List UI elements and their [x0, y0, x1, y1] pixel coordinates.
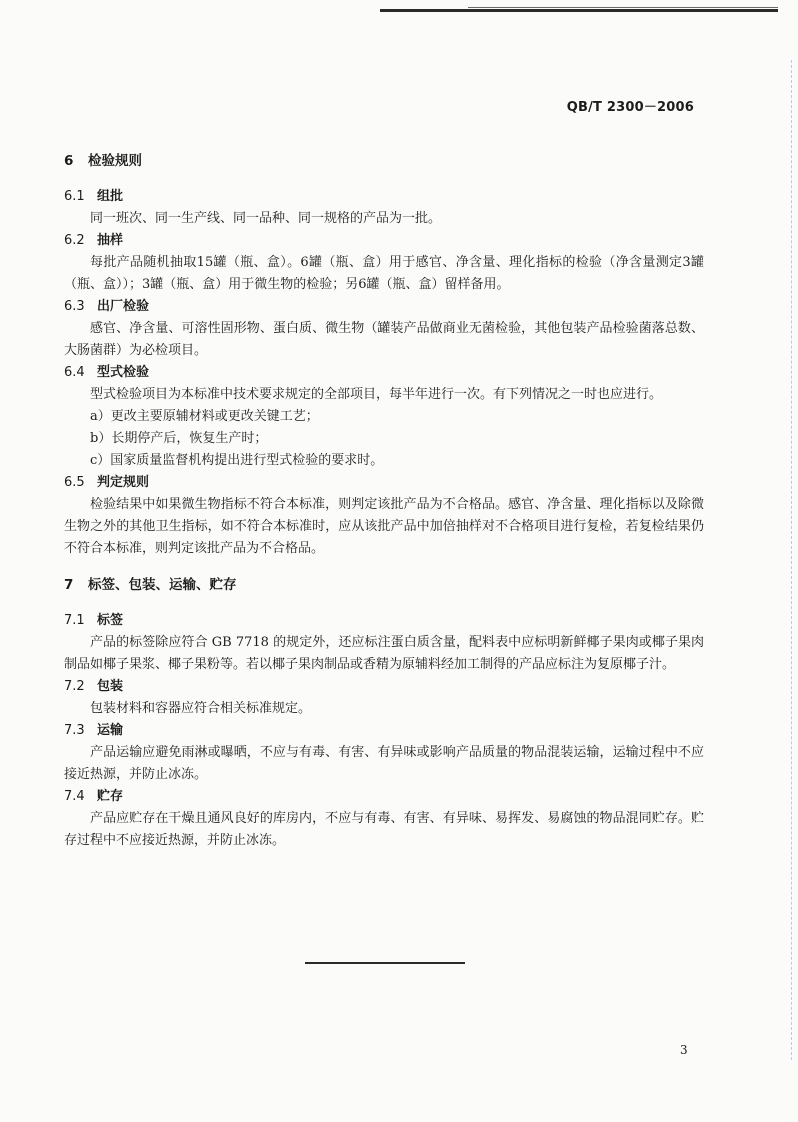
section-7-2-heading — [64, 676, 704, 698]
chapter-title: 标签、包装、运输、贮存 — [88, 577, 237, 593]
section-6-3-text: 感官、净含量、可溶性固形物、蛋白质、微生物（罐装产品做商业无菌检验，其他包装产品检验菌落总数、大肠菌群）为必检项目。 — [64, 321, 704, 358]
section-title: 运输 — [97, 723, 124, 738]
chapter-number: 7 — [64, 577, 74, 593]
section-number: 6.4 — [64, 365, 85, 380]
section-6-4-text: 型式检验项目为本标准中技术要求规定的全部项目，每半年进行一次。有下列情况之一时也应进行。 — [90, 387, 663, 402]
section-number: 7.2 — [64, 679, 85, 694]
section-7-4-heading — [64, 786, 704, 808]
page-number: 3 — [680, 1043, 688, 1057]
section-7-2-text: 包装材料和容器应符合相关标准规定。 — [90, 701, 312, 716]
section-number: 6.1 — [64, 189, 85, 204]
section-title: 出厂检验 — [97, 299, 150, 314]
section-6-5-heading — [64, 472, 704, 494]
section-number: 7.1 — [64, 613, 85, 628]
section-title: 判定规则 — [97, 475, 150, 490]
scan-edge — [790, 60, 792, 1060]
section-title: 标签 — [97, 613, 124, 628]
section-6-1-heading — [64, 186, 704, 208]
section-7-3-text: 产品运输应避免雨淋或曝晒，不应与有毒、有害、有异味或影响产品质量的物品混装运输，运输过程中不应接近热源，并防止冰冻。 — [64, 745, 704, 782]
section-7-4-text: 产品应贮存在干燥且通风良好的库房内，不应与有毒、有害、有异味、易挥发、易腐蚀的物品混同贮存。贮存过程中不应接近热源，并防止冰冻。 — [64, 811, 704, 848]
section-7-1-text: 产品的标签除应符合 GB 7718 的规定外，还应标注蛋白质含量，配料表中应标明新鲜椰子果肉或椰子果肉制品如椰子果浆、椰子果粉等。若以椰子果肉制品或香精为原辅料经加工制得的产品应标注为复原椰子汁。 — [64, 635, 704, 672]
chapter-6-heading — [64, 150, 704, 172]
list-item: c）国家质量监督机构提出进行型式检验的要求时。 — [90, 453, 384, 468]
section-number: 7.4 — [64, 789, 85, 804]
section-title: 包装 — [97, 679, 124, 694]
chapter-7-heading — [64, 574, 704, 596]
section-title: 型式检验 — [97, 365, 150, 380]
section-6-2-text: 每批产品随机抽取15罐（瓶、盒）。6罐（瓶、盒）用于感官、净含量、理化指标的检验（净含量测定3罐（瓶、盒））；3罐（瓶、盒）用于微生物的检验；另6罐（瓶、盒）留样备用。 — [64, 255, 704, 292]
section-number: 6.2 — [64, 233, 85, 248]
section-7-1-heading — [64, 610, 704, 632]
document-code: QB/T 2300－2006 — [566, 100, 694, 115]
section-number: 6.5 — [64, 475, 85, 490]
list-item: a）更改主要原辅材料或更改关键工艺； — [90, 409, 319, 424]
section-6-1-text: 同一班次、同一生产线、同一品种、同一规格的产品为一批。 — [90, 211, 442, 226]
section-number: 6.3 — [64, 299, 85, 314]
section-title: 抽样 — [97, 233, 124, 248]
section-6-4-heading — [64, 362, 704, 384]
section-6-2-heading — [64, 230, 704, 252]
section-title: 组批 — [97, 189, 124, 204]
chapter-number: 6 — [64, 153, 74, 169]
section-7-3-heading — [64, 720, 704, 742]
section-title: 贮存 — [97, 789, 124, 804]
list-item: b）长期停产后，恢复生产时； — [90, 431, 268, 446]
end-rule — [305, 962, 465, 964]
section-number: 7.3 — [64, 723, 85, 738]
header-thin-rule — [468, 7, 778, 8]
section-6-3-heading — [64, 296, 704, 318]
chapter-title: 检验规则 — [88, 153, 142, 169]
header-rule — [380, 9, 778, 12]
section-6-5-text: 检验结果中如果微生物指标不符合本标准，则判定该批产品为不合格品。感官、净含量、理化指标以及除微生物之外的其他卫生指标，如不符合本标准时，应从该批产品中加倍抽样对不合格项目进行复检，若复检结果仍不符合本标准，则判定该批产品为不合格品。 — [64, 497, 704, 556]
document-body — [64, 150, 704, 852]
